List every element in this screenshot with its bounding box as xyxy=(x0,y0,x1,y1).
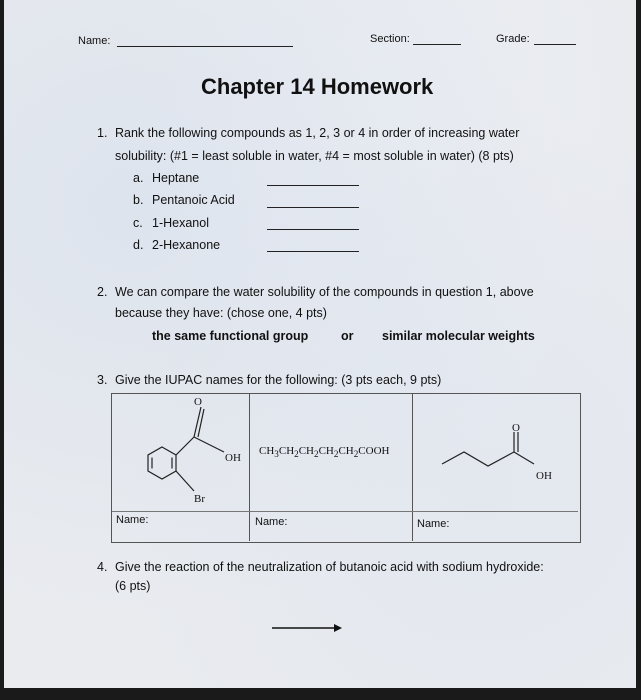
q1-item-letter: b. xyxy=(133,193,144,207)
structure-3-name-field[interactable]: Name: xyxy=(417,518,450,530)
structure-1-o-label: O xyxy=(194,396,202,408)
structure-3-o-label: O xyxy=(512,422,520,434)
structure-2-formula: $CH_3CH_2CH_2CH_2CH_2COOH$ xyxy=(259,445,390,460)
q3-text-line1: Give the IUPAC names for the following: (3 pts each, 9 pts) xyxy=(115,373,442,387)
q4-number: 4. xyxy=(97,560,108,574)
structure-2-name-field[interactable]: Name: xyxy=(255,516,288,528)
q1-answer-line-c[interactable] xyxy=(267,229,359,230)
section-line[interactable] xyxy=(413,44,461,45)
q4-text-line1: Give the reaction of the neutralization of butanoic acid with sodium hydroxide: xyxy=(115,560,544,574)
q1-item-letter: c. xyxy=(133,216,143,230)
grade-line[interactable] xyxy=(534,44,576,45)
section-label: Section: xyxy=(370,33,410,45)
q1-answer-line-b[interactable] xyxy=(267,207,359,208)
structure-1-oh-label: OH xyxy=(225,452,241,464)
structure-1-br-label: Br xyxy=(194,493,205,505)
q1-text-line1: Rank the following compounds as 1, 2, 3 or 4 in order of increasing water xyxy=(115,126,520,140)
page-title: Chapter 14 Homework xyxy=(201,74,434,99)
q2-text-line1: We can compare the water solubility of the compounds in question 1, above xyxy=(115,285,534,299)
q1-item-hexanone: 2-Hexanone xyxy=(152,238,221,252)
q2-or-text: or xyxy=(341,329,354,343)
q4-text-line2: (6 pts) xyxy=(115,579,151,593)
structure-1-name-field[interactable]: Name: xyxy=(116,514,149,526)
q1-answer-line-a[interactable] xyxy=(267,185,359,186)
q1-item-heptane: Heptane xyxy=(152,171,200,185)
reaction-arrow-icon xyxy=(270,622,344,634)
q2-text-line2: because they have: (chose one, 4 pts) xyxy=(115,306,327,320)
q1-item-letter: d. xyxy=(133,238,144,252)
q1-answer-line-d[interactable] xyxy=(267,251,359,252)
structure-3-diagram xyxy=(434,420,574,490)
name-label: Name: xyxy=(78,35,111,47)
q1-item-pentanoic-acid: Pentanoic Acid xyxy=(152,193,235,207)
q2-number: 2. xyxy=(97,285,108,299)
structure-3-oh-label: OH xyxy=(536,470,552,482)
structure-1-diagram xyxy=(114,395,248,507)
name-line[interactable] xyxy=(117,46,293,47)
q2-option-same-functional-group[interactable]: the same functional group xyxy=(152,329,309,343)
q2-option-similar-molecular-weights[interactable]: similar molecular weights xyxy=(382,329,535,343)
worksheet-page xyxy=(4,0,636,688)
q1-item-hexanol: 1-Hexanol xyxy=(152,216,209,230)
table-divider xyxy=(249,394,250,541)
name-row-divider xyxy=(112,511,578,512)
q1-text-line2: solubility: (#1 = least soluble in water, #4 = most soluble in water) (8 pts) xyxy=(115,149,514,163)
table-divider xyxy=(412,394,413,541)
q1-item-letter: a. xyxy=(133,171,144,185)
grade-label: Grade: xyxy=(496,33,530,45)
q3-number: 3. xyxy=(97,373,108,387)
q1-number: 1. xyxy=(97,126,108,140)
